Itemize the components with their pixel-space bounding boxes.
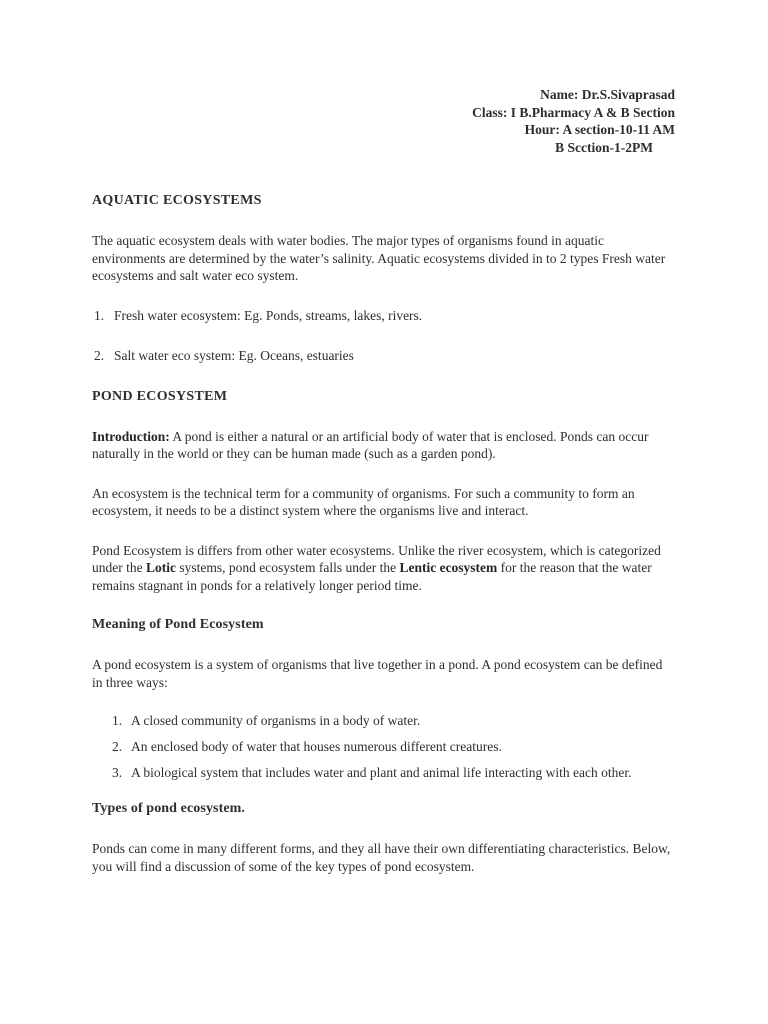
types-of-pond-ecosystem-title: Types of pond ecosystem. — [92, 801, 246, 816]
meaning-of-pond-ecosystem-title: Meaning of Pond Ecosystem — [92, 617, 264, 632]
meaning-paragraph: A pond ecosystem is a system of organisms that live together in a pond. A pond ecosystem can be defined in three ways: — [92, 657, 663, 690]
document-header — [92, 86, 675, 156]
types-paragraph: Ponds can come in many different forms, and they all have their own differentiating characteristics. Below, you will find a discussion of some of the key types of pond ecosystem. — [92, 841, 671, 874]
list-item-number: 2. — [112, 739, 123, 754]
list-item — [92, 708, 675, 734]
ecosystem-definition-paragraph: An ecosystem is the technical term for a community of organisms. For such a community to form an ecosystem, it needs to be a distinct system where the organisms live and interact. — [92, 485, 635, 518]
list-item-text: An enclosed body of water that houses numerous different creatures. — [131, 739, 502, 754]
list-item — [92, 307, 675, 325]
list-item-number: 1. — [94, 307, 105, 323]
header-name-line: Name: Dr.S.Sivaprasad — [540, 87, 675, 102]
list-item-text: Salt water eco system: Eg. Oceans, estuaries — [114, 348, 354, 363]
lentic-term: Lentic ecosystem — [399, 560, 498, 575]
pond-ecosystem-title: POND ECOSYSTEM — [92, 388, 228, 404]
header-class-line: Class: I B.Pharmacy A & B Section — [472, 104, 675, 120]
list-item-number: 1. — [112, 713, 123, 728]
list-item-text: A closed community of organisms in a body of water. — [131, 713, 421, 728]
header-section-line: B Scction-1-2PM — [555, 139, 653, 155]
list-item-text: A biological system that includes water and plant and animal life interacting with each other. — [131, 765, 632, 780]
list-item — [92, 760, 675, 786]
introduction-label: Introduction: — [92, 428, 170, 444]
ecosystem-types-list — [92, 307, 675, 365]
pond-definitions-list — [92, 708, 675, 786]
aquatic-ecosystems-title: AQUATIC ECOSYSTEMS — [92, 193, 262, 208]
lotic-term: Lotic — [145, 560, 176, 575]
list-item-text: Fresh water ecosystem: Eg. Ponds, streams, lakes, rivers. — [114, 307, 423, 323]
aquatic-intro-paragraph: The aquatic ecosystem deals with water bodies. The major types of organisms found in aquatic environments are determined by the water’s salinity. Aquatic ecosystems divided in to 2 types Fresh water ecosystems and salt water eco system. — [92, 233, 666, 283]
introduction-paragraph: Introduction: A pond is either a natural or an artificial body of water that is enclosed. Ponds can occur naturally in the world or they can be human made (such as a garden pond). — [92, 428, 649, 461]
list-item-number: 3. — [112, 765, 123, 780]
list-item — [92, 347, 675, 365]
list-item-number: 2. — [94, 348, 105, 363]
list-item — [92, 734, 675, 760]
header-hour-line: Hour: A section-10-11 AM — [524, 122, 675, 137]
lotic-lentic-paragraph: Pond Ecosystem is differs from other water ecosystems. Unlike the river ecosystem, which is categorized under the Lotic systems, pond ecosystem falls under the Lentic ecosystem for the reason that the water remains stagnant in ponds for a relatively longer period time. — [92, 542, 661, 593]
